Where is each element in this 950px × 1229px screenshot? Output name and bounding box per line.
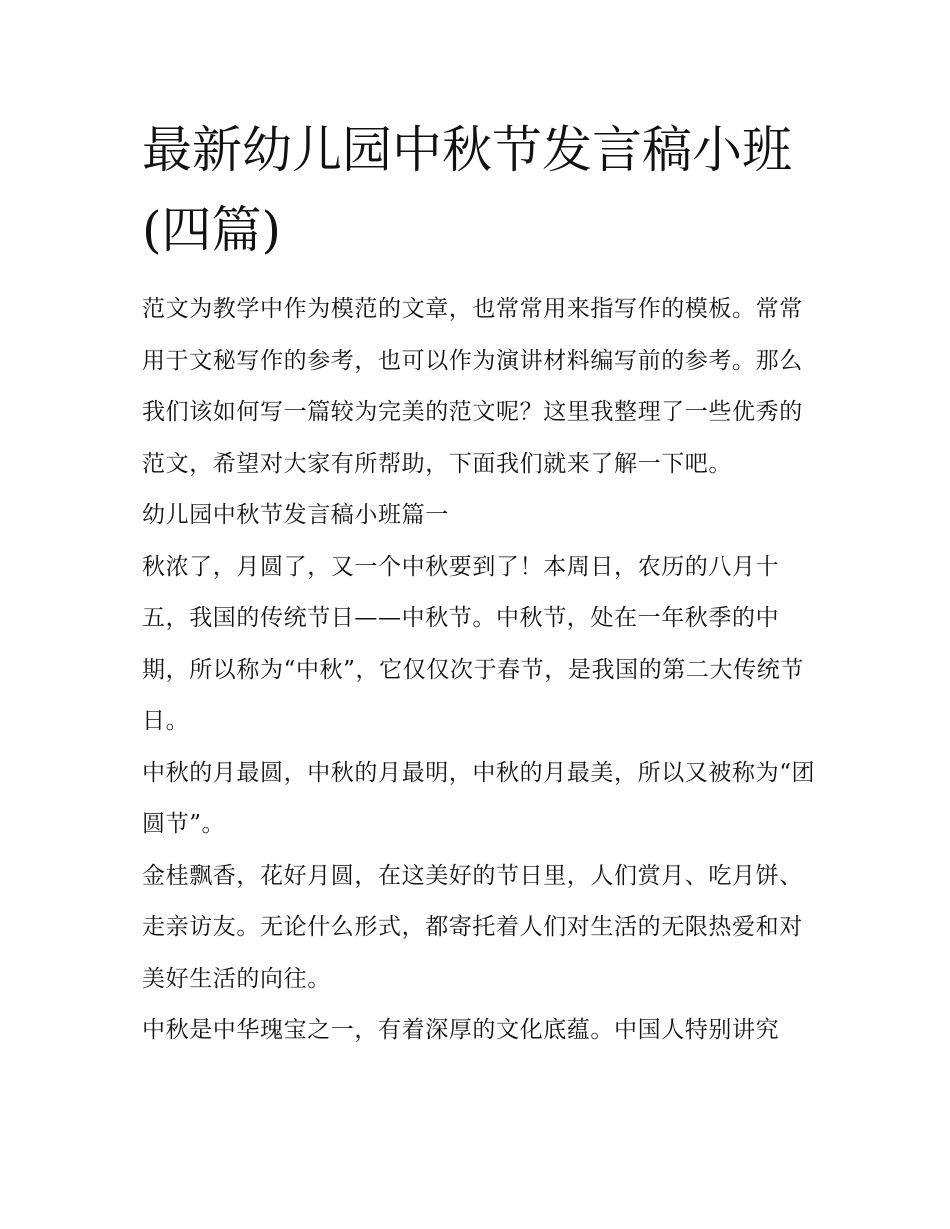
document-title: 最新幼儿园中秋节发言稿小班(四篇) [142,121,792,259]
body-paragraph-4: 中秋是中华瑰宝之一，有着深厚的文化底蕴。中国人特别讲究 [142,1017,780,1043]
section-heading: 幼儿园中秋节发言稿小班篇一 [142,502,449,528]
intro-paragraph: 范文为教学中作为模范的文章，也常常用来指写作的模板。常常用于文秘写作的参考，也可以作为演讲材料编写前的参考。那么我们该如何写一篇较为完美的范文呢？这里我整理了一些优秀的范文，希望对大家有所帮助，下面我们就来了解一下吧。 [142,296,803,477]
body-paragraph-3: 金桂飘香，花好月圆，在这美好的节日里，人们赏月、吃月饼、走亲访友。无论什么形式，都寄托着人们对生活的无限热爱和对美好生活的向往。 [142,862,803,992]
body-paragraph-2: 中秋的月最圆，中秋的月最明，中秋的月最美，所以又被称为“团圆节”。 [142,759,816,837]
body-paragraph-1: 秋浓了，月圆了，又一个中秋要到了！本周日，农历的八月十五，我国的传统节日——中秋节。中秋节，处在一年秋季的中期，所以称为“中秋”，它仅仅次于春节，是我国的第二大传统节日。 [142,553,804,734]
document-page [142,110,822,1057]
